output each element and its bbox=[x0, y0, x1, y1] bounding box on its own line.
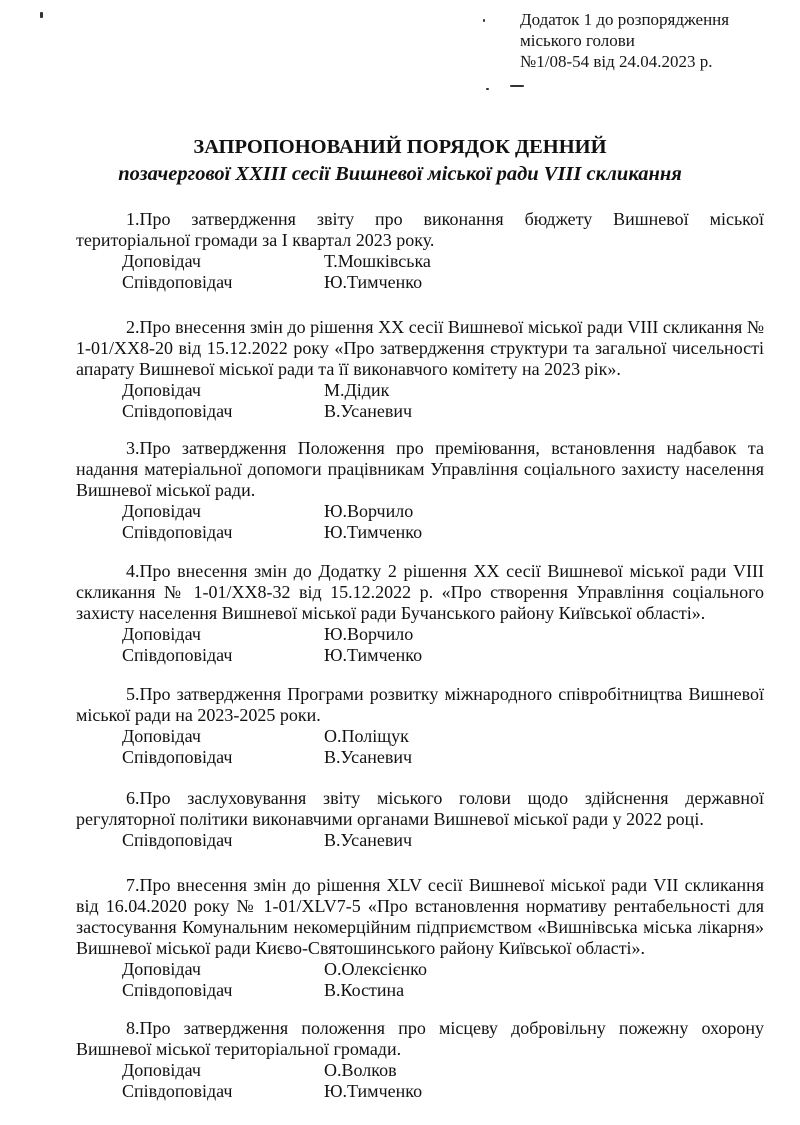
cospeaker-label: Співдоповідач bbox=[122, 645, 233, 665]
agenda-item-3 bbox=[76, 438, 764, 543]
speaker-name: Т.Мошківська bbox=[324, 251, 431, 271]
cospeaker-label: Співдоповідач bbox=[122, 980, 233, 1000]
cospeaker-label: Співдоповідач bbox=[122, 522, 233, 542]
agenda-item-text: 5.Про затвердження Програми розвитку міжнародного співробітництва Вишневої міської ради на 2023-2025 роки. bbox=[76, 684, 764, 725]
agenda-item-text: 4.Про внесення змін до Додатку 2 рішення XX сесії Вишневої міської ради VIII скликання № 1-01/XX8-32 від 15.12.2022 р. «Про створення Управління соціального захисту населення Вишневої міської ради Бучанського району Київської області». bbox=[76, 561, 764, 623]
speaker-name: М.Дідик bbox=[324, 380, 390, 400]
cospeaker-label: Співдоповідач bbox=[122, 401, 233, 421]
speaker-label: Доповідач bbox=[122, 501, 201, 521]
scan-speck bbox=[510, 85, 524, 87]
cospeaker-name: Ю.Тимченко bbox=[324, 645, 423, 665]
speaker-name: Ю.Ворчило bbox=[324, 501, 414, 521]
agenda-item-text: 7.Про внесення змін до рішення XLV сесії Вишневої міської ради VII скликання від 16.04.2020 року № 1-01/XLV7-5 «Про встановлення нормативу рентабельності для застосування Комунальним некомерційним підприємством «Вишнівська міська лікарня» Вишневої міської ради Києво-Святошинського району Київської області». bbox=[76, 875, 764, 958]
cospeaker-label: Співдоповідач bbox=[122, 1081, 233, 1101]
agenda-item-text: 2.Про внесення змін до рішення XX сесії Вишневої міської ради VIII скликання № 1-01/XX8-20 від 15.12.2022 року «Про затвердження структури та загальної чисельності апарату Вишневої міської ради та її виконавчого комітету на 2023 рік». bbox=[76, 317, 764, 379]
agenda-item-4 bbox=[76, 561, 764, 666]
cospeaker-name: В.Костина bbox=[324, 980, 405, 1000]
scan-speck bbox=[486, 88, 489, 90]
cospeaker-row bbox=[76, 980, 764, 1001]
speaker-row bbox=[76, 501, 764, 522]
agenda-item-text: 1.Про затвердження звіту про виконання бюджету Вишневої міської територіальної громади за I квартал 2023 року. bbox=[76, 209, 764, 250]
cospeaker-row bbox=[76, 401, 764, 422]
speaker-label: Доповідач bbox=[122, 251, 201, 271]
speaker-label: Доповідач bbox=[122, 1060, 201, 1080]
cospeaker-label: Співдоповідач bbox=[122, 747, 233, 767]
speaker-row bbox=[76, 251, 764, 272]
agenda-item-6 bbox=[76, 788, 764, 851]
scan-speck bbox=[40, 12, 43, 18]
speaker-name: О.Поліщук bbox=[324, 726, 409, 746]
title-line-2: позачергової XXIII сесії Вишневої міської ради VIII скликання bbox=[118, 163, 682, 185]
speaker-name: О.Олексієнко bbox=[324, 959, 427, 979]
cospeaker-name: Ю.Тимченко bbox=[324, 1081, 423, 1101]
cospeaker-row bbox=[76, 272, 764, 293]
agenda-item-text: 6.Про заслуховування звіту міського голови щодо здійснення державної регуляторної політики виконавчими органами Вишневої міської ради у 2022 році. bbox=[76, 788, 764, 829]
agenda-item-8 bbox=[76, 1018, 764, 1102]
cospeaker-name: В.Усаневич bbox=[324, 747, 413, 767]
title-line-1: ЗАПРОПОНОВАНИЙ ПОРЯДОК ДЕННИЙ bbox=[193, 136, 607, 158]
speaker-row bbox=[76, 624, 764, 645]
cospeaker-name: В.Усаневич bbox=[324, 401, 413, 421]
cospeaker-row bbox=[76, 830, 764, 851]
speaker-label: Доповідач bbox=[122, 726, 201, 746]
agenda-item-2 bbox=[76, 317, 764, 422]
speaker-row bbox=[76, 1060, 764, 1081]
speaker-name: Ю.Ворчило bbox=[324, 624, 414, 644]
scan-speck bbox=[483, 19, 485, 22]
cospeaker-row bbox=[76, 522, 764, 543]
agenda-item-1 bbox=[76, 209, 764, 293]
annex-line-3: №1/08-54 від 24.04.2023 р. bbox=[520, 52, 713, 71]
annex-line-1: Додаток 1 до розпорядження bbox=[520, 10, 730, 29]
cospeaker-row bbox=[76, 747, 764, 768]
annex-note bbox=[520, 9, 729, 72]
cospeaker-label: Співдоповідач bbox=[122, 272, 233, 292]
agenda-item-text: 3.Про затвердження Положення про преміювання, встановлення надбавок та надання матеріальної допомоги працівникам Управління соціального захисту населення Вишневої міської ради. bbox=[76, 438, 764, 500]
cospeaker-label: Співдоповідач bbox=[122, 830, 233, 850]
speaker-row bbox=[76, 959, 764, 980]
agenda-item-text: 8.Про затвердження положення про місцеву добровільну пожежну охорону Вишневої міської територіальної громади. bbox=[76, 1018, 764, 1059]
speaker-label: Доповідач bbox=[122, 959, 201, 979]
speaker-row bbox=[76, 380, 764, 401]
cospeaker-row bbox=[76, 645, 764, 666]
cospeaker-name: В.Усаневич bbox=[324, 830, 413, 850]
speaker-name: О.Волков bbox=[324, 1060, 397, 1080]
agenda-item-5 bbox=[76, 684, 764, 768]
annex-line-2: міського голови bbox=[520, 31, 635, 50]
speaker-label: Доповідач bbox=[122, 624, 201, 644]
document-title bbox=[0, 134, 800, 188]
cospeaker-name: Ю.Тимченко bbox=[324, 272, 423, 292]
agenda-item-7 bbox=[76, 875, 764, 1001]
cospeaker-name: Ю.Тимченко bbox=[324, 522, 423, 542]
cospeaker-row bbox=[76, 1081, 764, 1102]
speaker-row bbox=[76, 726, 764, 747]
speaker-label: Доповідач bbox=[122, 380, 201, 400]
